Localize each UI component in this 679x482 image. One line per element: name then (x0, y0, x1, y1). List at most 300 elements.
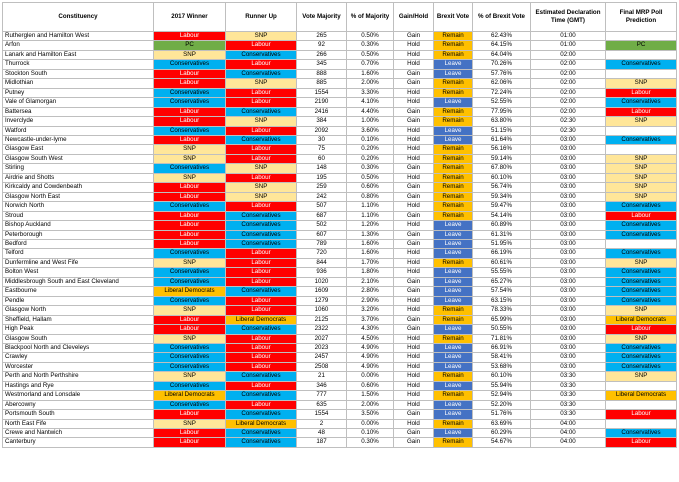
winner-cell[interactable]: Labour (154, 192, 226, 201)
gain-hold-cell[interactable]: Hold (394, 334, 434, 343)
pct-majority-cell[interactable]: 1.50% (347, 391, 394, 400)
constituency-cell[interactable]: Midlothian (3, 79, 154, 88)
gain-hold-cell[interactable]: Hold (394, 145, 434, 154)
declaration-time-cell[interactable]: 03:00 (531, 154, 606, 163)
pct-brexit-cell[interactable]: 72.24% (473, 88, 531, 97)
gain-hold-cell[interactable]: Hold (394, 50, 434, 59)
runner-up-cell[interactable]: SNP (226, 32, 297, 41)
brexit-vote-cell[interactable]: Remain (434, 419, 473, 428)
runner-up-cell[interactable]: Conservatives (226, 230, 297, 239)
mrp-prediction-cell[interactable]: SNP (606, 154, 677, 163)
pct-brexit-cell[interactable]: 64.04% (473, 50, 531, 59)
declaration-time-cell[interactable]: 03:30 (531, 372, 606, 381)
constituency-cell[interactable]: Hastings and Rye (3, 381, 154, 390)
runner-up-cell[interactable]: SNP (226, 183, 297, 192)
mrp-prediction-cell[interactable] (606, 32, 677, 41)
mrp-prediction-cell[interactable]: Conservatives (606, 287, 677, 296)
header-vote-majority[interactable]: Vote Majority (297, 3, 347, 32)
runner-up-cell[interactable]: Labour (226, 362, 297, 371)
vote-majority-cell[interactable]: 607 (297, 230, 347, 239)
brexit-vote-cell[interactable]: Remain (434, 334, 473, 343)
pct-brexit-cell[interactable]: 52.55% (473, 98, 531, 107)
pct-brexit-cell[interactable]: 58.41% (473, 353, 531, 362)
pct-majority-cell[interactable]: 0.50% (347, 50, 394, 59)
vote-majority-cell[interactable]: 48 (297, 429, 347, 438)
runner-up-cell[interactable]: Conservatives (226, 410, 297, 419)
vote-majority-cell[interactable]: 2023 (297, 343, 347, 352)
gain-hold-cell[interactable]: Gain (394, 410, 434, 419)
winner-cell[interactable]: Labour (154, 183, 226, 192)
vote-majority-cell[interactable]: 75 (297, 145, 347, 154)
mrp-prediction-cell[interactable] (606, 50, 677, 59)
header-pct-brexit[interactable]: % of Brexit Vote (473, 3, 531, 32)
pct-brexit-cell[interactable]: 77.95% (473, 107, 531, 116)
gain-hold-cell[interactable]: Hold (394, 173, 434, 182)
declaration-time-cell[interactable]: 03:00 (531, 334, 606, 343)
declaration-time-cell[interactable]: 02:00 (531, 88, 606, 97)
winner-cell[interactable]: Conservatives (154, 60, 226, 69)
declaration-time-cell[interactable]: 02:30 (531, 126, 606, 135)
declaration-time-cell[interactable]: 03:00 (531, 325, 606, 334)
mrp-prediction-cell[interactable]: SNP (606, 334, 677, 343)
constituency-cell[interactable]: Glasgow North East (3, 192, 154, 201)
constituency-cell[interactable]: Worcester (3, 362, 154, 371)
runner-up-cell[interactable]: Liberal Democrats (226, 315, 297, 324)
runner-up-cell[interactable]: SNP (226, 79, 297, 88)
pct-brexit-cell[interactable]: 64.15% (473, 41, 531, 50)
constituency-cell[interactable]: Blackpool North and Cleveleys (3, 343, 154, 352)
constituency-cell[interactable]: Crawley (3, 353, 154, 362)
runner-up-cell[interactable]: Labour (226, 145, 297, 154)
vote-majority-cell[interactable]: 21 (297, 372, 347, 381)
constituency-cell[interactable]: Lanark and Hamilton East (3, 50, 154, 59)
mrp-prediction-cell[interactable]: Conservatives (606, 353, 677, 362)
brexit-vote-cell[interactable]: Leave (434, 135, 473, 144)
runner-up-cell[interactable]: Conservatives (226, 221, 297, 230)
gain-hold-cell[interactable]: Gain (394, 183, 434, 192)
vote-majority-cell[interactable]: 1554 (297, 410, 347, 419)
pct-brexit-cell[interactable]: 67.80% (473, 164, 531, 173)
brexit-vote-cell[interactable]: Remain (434, 192, 473, 201)
gain-hold-cell[interactable]: Hold (394, 126, 434, 135)
constituency-cell[interactable]: Battersea (3, 107, 154, 116)
constituency-cell[interactable]: Kirkcaldy and Cowdenbeath (3, 183, 154, 192)
constituency-cell[interactable]: Telford (3, 249, 154, 258)
vote-majority-cell[interactable]: 888 (297, 69, 347, 78)
mrp-prediction-cell[interactable]: Liberal Democrats (606, 315, 677, 324)
runner-up-cell[interactable]: Labour (226, 306, 297, 315)
pct-majority-cell[interactable]: 1.60% (347, 69, 394, 78)
runner-up-cell[interactable]: Conservatives (226, 391, 297, 400)
winner-cell[interactable]: Labour (154, 211, 226, 220)
declaration-time-cell[interactable]: 03:00 (531, 258, 606, 267)
pct-brexit-cell[interactable]: 61.64% (473, 135, 531, 144)
vote-majority-cell[interactable]: 635 (297, 400, 347, 409)
constituency-cell[interactable]: Eastbourne (3, 287, 154, 296)
pct-brexit-cell[interactable]: 65.27% (473, 277, 531, 286)
mrp-prediction-cell[interactable]: Conservatives (606, 60, 677, 69)
winner-cell[interactable]: Conservatives (154, 277, 226, 286)
declaration-time-cell[interactable]: 03:00 (531, 145, 606, 154)
pct-majority-cell[interactable]: 0.10% (347, 429, 394, 438)
pct-majority-cell[interactable]: 0.30% (347, 164, 394, 173)
declaration-time-cell[interactable]: 02:00 (531, 79, 606, 88)
mrp-prediction-cell[interactable]: SNP (606, 258, 677, 267)
declaration-time-cell[interactable]: 03:00 (531, 183, 606, 192)
gain-hold-cell[interactable]: Hold (394, 296, 434, 305)
winner-cell[interactable]: Labour (154, 410, 226, 419)
pct-brexit-cell[interactable]: 61.31% (473, 230, 531, 239)
vote-majority-cell[interactable]: 384 (297, 117, 347, 126)
constituency-cell[interactable]: Bolton West (3, 268, 154, 277)
header-gain-hold[interactable]: Gain/Hold (394, 3, 434, 32)
declaration-time-cell[interactable]: 04:00 (531, 419, 606, 428)
vote-majority-cell[interactable]: 1554 (297, 88, 347, 97)
constituency-cell[interactable]: Middlesbrough South and East Cleveland (3, 277, 154, 286)
vote-majority-cell[interactable]: 720 (297, 249, 347, 258)
pct-majority-cell[interactable]: 2.90% (347, 296, 394, 305)
runner-up-cell[interactable]: Labour (226, 154, 297, 163)
declaration-time-cell[interactable]: 03:00 (531, 249, 606, 258)
runner-up-cell[interactable]: Conservatives (226, 107, 297, 116)
runner-up-cell[interactable]: Labour (226, 381, 297, 390)
vote-majority-cell[interactable]: 195 (297, 173, 347, 182)
vote-majority-cell[interactable]: 885 (297, 79, 347, 88)
gain-hold-cell[interactable]: Hold (394, 268, 434, 277)
constituency-cell[interactable]: Bishop Auckland (3, 221, 154, 230)
gain-hold-cell[interactable]: Hold (394, 135, 434, 144)
pct-majority-cell[interactable]: 3.50% (347, 410, 394, 419)
pct-majority-cell[interactable]: 1.80% (347, 268, 394, 277)
brexit-vote-cell[interactable]: Remain (434, 41, 473, 50)
winner-cell[interactable]: Labour (154, 69, 226, 78)
mrp-prediction-cell[interactable]: Conservatives (606, 202, 677, 211)
constituency-cell[interactable]: Pendle (3, 296, 154, 305)
vote-majority-cell[interactable]: 789 (297, 239, 347, 248)
gain-hold-cell[interactable]: Gain (394, 277, 434, 286)
mrp-prediction-cell[interactable] (606, 400, 677, 409)
brexit-vote-cell[interactable]: Remain (434, 306, 473, 315)
mrp-prediction-cell[interactable]: SNP (606, 117, 677, 126)
brexit-vote-cell[interactable]: Remain (434, 173, 473, 182)
vote-majority-cell[interactable]: 2 (297, 419, 347, 428)
declaration-time-cell[interactable]: 02:00 (531, 98, 606, 107)
gain-hold-cell[interactable]: Hold (394, 88, 434, 97)
gain-hold-cell[interactable]: Hold (394, 391, 434, 400)
pct-majority-cell[interactable]: 4.40% (347, 107, 394, 116)
pct-brexit-cell[interactable]: 78.33% (473, 306, 531, 315)
winner-cell[interactable]: PC (154, 41, 226, 50)
runner-up-cell[interactable]: Labour (226, 277, 297, 286)
brexit-vote-cell[interactable]: Leave (434, 410, 473, 419)
winner-cell[interactable]: Conservatives (154, 400, 226, 409)
pct-brexit-cell[interactable]: 66.19% (473, 249, 531, 258)
mrp-prediction-cell[interactable]: Conservatives (606, 268, 677, 277)
pct-brexit-cell[interactable]: 56.16% (473, 145, 531, 154)
constituency-cell[interactable]: Thurrock (3, 60, 154, 69)
declaration-time-cell[interactable]: 03:00 (531, 239, 606, 248)
winner-cell[interactable]: Labour (154, 79, 226, 88)
declaration-time-cell[interactable]: 03:30 (531, 400, 606, 409)
pct-majority-cell[interactable]: 1.10% (347, 202, 394, 211)
brexit-vote-cell[interactable]: Leave (434, 221, 473, 230)
mrp-prediction-cell[interactable]: SNP (606, 183, 677, 192)
gain-hold-cell[interactable]: Gain (394, 325, 434, 334)
vote-majority-cell[interactable]: 844 (297, 258, 347, 267)
brexit-vote-cell[interactable]: Leave (434, 126, 473, 135)
pct-majority-cell[interactable]: 0.50% (347, 32, 394, 41)
mrp-prediction-cell[interactable]: Conservatives (606, 343, 677, 352)
vote-majority-cell[interactable]: 346 (297, 381, 347, 390)
brexit-vote-cell[interactable]: Remain (434, 117, 473, 126)
winner-cell[interactable]: SNP (154, 145, 226, 154)
constituency-cell[interactable]: Stirling (3, 164, 154, 173)
runner-up-cell[interactable]: SNP (226, 164, 297, 173)
winner-cell[interactable]: Labour (154, 315, 226, 324)
constituency-cell[interactable]: Stroud (3, 211, 154, 220)
winner-cell[interactable]: Liberal Democrats (154, 287, 226, 296)
brexit-vote-cell[interactable]: Leave (434, 381, 473, 390)
brexit-vote-cell[interactable]: Leave (434, 277, 473, 286)
runner-up-cell[interactable]: SNP (226, 192, 297, 201)
brexit-vote-cell[interactable]: Leave (434, 343, 473, 352)
runner-up-cell[interactable]: Labour (226, 334, 297, 343)
header-constituency[interactable]: Constituency (3, 3, 154, 32)
runner-up-cell[interactable]: Conservatives (226, 325, 297, 334)
gain-hold-cell[interactable]: Hold (394, 202, 434, 211)
brexit-vote-cell[interactable]: Leave (434, 60, 473, 69)
declaration-time-cell[interactable]: 02:00 (531, 50, 606, 59)
runner-up-cell[interactable]: Conservatives (226, 135, 297, 144)
winner-cell[interactable]: Conservatives (154, 353, 226, 362)
pct-majority-cell[interactable]: 1.10% (347, 211, 394, 220)
declaration-time-cell[interactable]: 04:00 (531, 429, 606, 438)
brexit-vote-cell[interactable]: Leave (434, 69, 473, 78)
pct-majority-cell[interactable]: 4.90% (347, 362, 394, 371)
pct-majority-cell[interactable]: 0.00% (347, 372, 394, 381)
vote-majority-cell[interactable]: 507 (297, 202, 347, 211)
pct-brexit-cell[interactable]: 59.47% (473, 202, 531, 211)
gain-hold-cell[interactable]: Hold (394, 41, 434, 50)
constituency-cell[interactable]: Abercowny (3, 400, 154, 409)
gain-hold-cell[interactable]: Gain (394, 164, 434, 173)
mrp-prediction-cell[interactable]: Conservatives (606, 230, 677, 239)
winner-cell[interactable]: Labour (154, 135, 226, 144)
pct-brexit-cell[interactable]: 71.81% (473, 334, 531, 343)
constituency-cell[interactable]: Glasgow North (3, 306, 154, 315)
pct-brexit-cell[interactable]: 70.26% (473, 60, 531, 69)
brexit-vote-cell[interactable]: Leave (434, 353, 473, 362)
brexit-vote-cell[interactable]: Leave (434, 325, 473, 334)
pct-brexit-cell[interactable]: 57.54% (473, 287, 531, 296)
winner-cell[interactable]: SNP (154, 334, 226, 343)
gain-hold-cell[interactable]: Gain (394, 117, 434, 126)
winner-cell[interactable]: Conservatives (154, 88, 226, 97)
pct-brexit-cell[interactable]: 60.10% (473, 372, 531, 381)
runner-up-cell[interactable]: Conservatives (226, 69, 297, 78)
brexit-vote-cell[interactable]: Remain (434, 164, 473, 173)
declaration-time-cell[interactable]: 03:30 (531, 381, 606, 390)
pct-majority-cell[interactable]: 4.10% (347, 98, 394, 107)
brexit-vote-cell[interactable]: Leave (434, 400, 473, 409)
mrp-prediction-cell[interactable]: Labour (606, 410, 677, 419)
gain-hold-cell[interactable]: Gain (394, 69, 434, 78)
brexit-vote-cell[interactable]: Leave (434, 268, 473, 277)
runner-up-cell[interactable]: Labour (226, 249, 297, 258)
pct-brexit-cell[interactable]: 66.91% (473, 343, 531, 352)
brexit-vote-cell[interactable]: Leave (434, 249, 473, 258)
mrp-prediction-cell[interactable] (606, 381, 677, 390)
constituency-cell[interactable]: Sheffield, Hallam (3, 315, 154, 324)
winner-cell[interactable]: Conservatives (154, 362, 226, 371)
header-runner-up[interactable]: Runner Up (226, 3, 297, 32)
constituency-cell[interactable]: Glasgow East (3, 145, 154, 154)
brexit-vote-cell[interactable]: Leave (434, 230, 473, 239)
pct-majority-cell[interactable]: 0.30% (347, 438, 394, 447)
pct-majority-cell[interactable]: 1.60% (347, 239, 394, 248)
vote-majority-cell[interactable]: 92 (297, 41, 347, 50)
pct-majority-cell[interactable]: 4.90% (347, 343, 394, 352)
constituency-cell[interactable]: High Peak (3, 325, 154, 334)
pct-majority-cell[interactable]: 2.00% (347, 79, 394, 88)
vote-majority-cell[interactable]: 2190 (297, 98, 347, 107)
gain-hold-cell[interactable]: Gain (394, 32, 434, 41)
mrp-prediction-cell[interactable]: Conservatives (606, 135, 677, 144)
declaration-time-cell[interactable]: 03:00 (531, 221, 606, 230)
declaration-time-cell[interactable]: 03:00 (531, 353, 606, 362)
winner-cell[interactable]: Conservatives (154, 249, 226, 258)
gain-hold-cell[interactable]: Hold (394, 381, 434, 390)
pct-majority-cell[interactable]: 1.00% (347, 117, 394, 126)
vote-majority-cell[interactable]: 345 (297, 60, 347, 69)
mrp-prediction-cell[interactable] (606, 239, 677, 248)
runner-up-cell[interactable]: Labour (226, 343, 297, 352)
gain-hold-cell[interactable]: Hold (394, 362, 434, 371)
mrp-prediction-cell[interactable]: PC (606, 41, 677, 50)
runner-up-cell[interactable]: Labour (226, 98, 297, 107)
constituency-cell[interactable]: Arfon (3, 41, 154, 50)
vote-majority-cell[interactable]: 2322 (297, 325, 347, 334)
mrp-prediction-cell[interactable]: Labour (606, 88, 677, 97)
mrp-prediction-cell[interactable]: Conservatives (606, 429, 677, 438)
gain-hold-cell[interactable]: Gain (394, 79, 434, 88)
vote-majority-cell[interactable]: 148 (297, 164, 347, 173)
winner-cell[interactable]: Conservatives (154, 381, 226, 390)
brexit-vote-cell[interactable]: Remain (434, 50, 473, 59)
gain-hold-cell[interactable]: Gain (394, 230, 434, 239)
constituency-cell[interactable]: Dunfermline and West Fife (3, 258, 154, 267)
pct-majority-cell[interactable]: 0.80% (347, 192, 394, 201)
runner-up-cell[interactable]: Labour (226, 400, 297, 409)
pct-brexit-cell[interactable]: 50.55% (473, 325, 531, 334)
declaration-time-cell[interactable]: 03:00 (531, 135, 606, 144)
vote-majority-cell[interactable]: 2027 (297, 334, 347, 343)
declaration-time-cell[interactable]: 03:00 (531, 230, 606, 239)
pct-brexit-cell[interactable]: 63.15% (473, 296, 531, 305)
pct-brexit-cell[interactable]: 53.68% (473, 362, 531, 371)
winner-cell[interactable]: Labour (154, 117, 226, 126)
gain-hold-cell[interactable]: Gain (394, 287, 434, 296)
constituency-cell[interactable]: Newcastle-under-lyme (3, 135, 154, 144)
constituency-cell[interactable]: Vale of Glamorgan (3, 98, 154, 107)
vote-majority-cell[interactable]: 30 (297, 135, 347, 144)
winner-cell[interactable]: Labour (154, 239, 226, 248)
brexit-vote-cell[interactable]: Leave (434, 296, 473, 305)
constituency-cell[interactable]: Putney (3, 88, 154, 97)
brexit-vote-cell[interactable]: Remain (434, 145, 473, 154)
constituency-cell[interactable]: Peterborough (3, 230, 154, 239)
winner-cell[interactable]: SNP (154, 306, 226, 315)
pct-majority-cell[interactable]: 0.60% (347, 381, 394, 390)
pct-brexit-cell[interactable]: 57.76% (473, 69, 531, 78)
brexit-vote-cell[interactable]: Leave (434, 98, 473, 107)
brexit-vote-cell[interactable]: Remain (434, 32, 473, 41)
brexit-vote-cell[interactable]: Remain (434, 202, 473, 211)
winner-cell[interactable]: Conservatives (154, 202, 226, 211)
constituency-cell[interactable]: North East Fife (3, 419, 154, 428)
brexit-vote-cell[interactable]: Leave (434, 362, 473, 371)
winner-cell[interactable]: Labour (154, 325, 226, 334)
winner-cell[interactable]: Conservatives (154, 98, 226, 107)
vote-majority-cell[interactable]: 1020 (297, 277, 347, 286)
pct-brexit-cell[interactable]: 59.34% (473, 192, 531, 201)
mrp-prediction-cell[interactable] (606, 145, 677, 154)
constituency-cell[interactable]: Airdrie and Shotts (3, 173, 154, 182)
mrp-prediction-cell[interactable]: SNP (606, 164, 677, 173)
mrp-prediction-cell[interactable]: SNP (606, 173, 677, 182)
mrp-prediction-cell[interactable]: SNP (606, 306, 677, 315)
pct-brexit-cell[interactable]: 62.43% (473, 32, 531, 41)
mrp-prediction-cell[interactable]: Labour (606, 438, 677, 447)
brexit-vote-cell[interactable]: Remain (434, 372, 473, 381)
runner-up-cell[interactable]: Labour (226, 296, 297, 305)
declaration-time-cell[interactable]: 02:00 (531, 107, 606, 116)
vote-majority-cell[interactable]: 1060 (297, 306, 347, 315)
gain-hold-cell[interactable]: Hold (394, 353, 434, 362)
pct-majority-cell[interactable]: 0.20% (347, 154, 394, 163)
pct-brexit-cell[interactable]: 60.89% (473, 221, 531, 230)
winner-cell[interactable]: Labour (154, 230, 226, 239)
runner-up-cell[interactable]: Conservatives (226, 211, 297, 220)
runner-up-cell[interactable]: Conservatives (226, 429, 297, 438)
constituency-cell[interactable]: Portsmouth South (3, 410, 154, 419)
gain-hold-cell[interactable]: Hold (394, 343, 434, 352)
brexit-vote-cell[interactable]: Remain (434, 183, 473, 192)
gain-hold-cell[interactable]: Gain (394, 239, 434, 248)
vote-majority-cell[interactable]: 242 (297, 192, 347, 201)
brexit-vote-cell[interactable]: Leave (434, 287, 473, 296)
gain-hold-cell[interactable]: Hold (394, 249, 434, 258)
declaration-time-cell[interactable]: 02:00 (531, 69, 606, 78)
vote-majority-cell[interactable]: 187 (297, 438, 347, 447)
declaration-time-cell[interactable]: 02:30 (531, 117, 606, 126)
pct-brexit-cell[interactable]: 54.14% (473, 211, 531, 220)
gain-hold-cell[interactable]: Hold (394, 154, 434, 163)
mrp-prediction-cell[interactable]: Conservatives (606, 296, 677, 305)
pct-majority-cell[interactable]: 4.30% (347, 325, 394, 334)
pct-brexit-cell[interactable]: 54.67% (473, 438, 531, 447)
winner-cell[interactable]: SNP (154, 154, 226, 163)
winner-cell[interactable]: Conservatives (154, 268, 226, 277)
pct-majority-cell[interactable]: 3.30% (347, 88, 394, 97)
pct-majority-cell[interactable]: 2.80% (347, 287, 394, 296)
gain-hold-cell[interactable]: Gain (394, 315, 434, 324)
constituency-cell[interactable]: Bedford (3, 239, 154, 248)
constituency-cell[interactable]: Stockton South (3, 69, 154, 78)
winner-cell[interactable]: SNP (154, 258, 226, 267)
pct-majority-cell[interactable]: 1.30% (347, 230, 394, 239)
winner-cell[interactable]: Labour (154, 438, 226, 447)
